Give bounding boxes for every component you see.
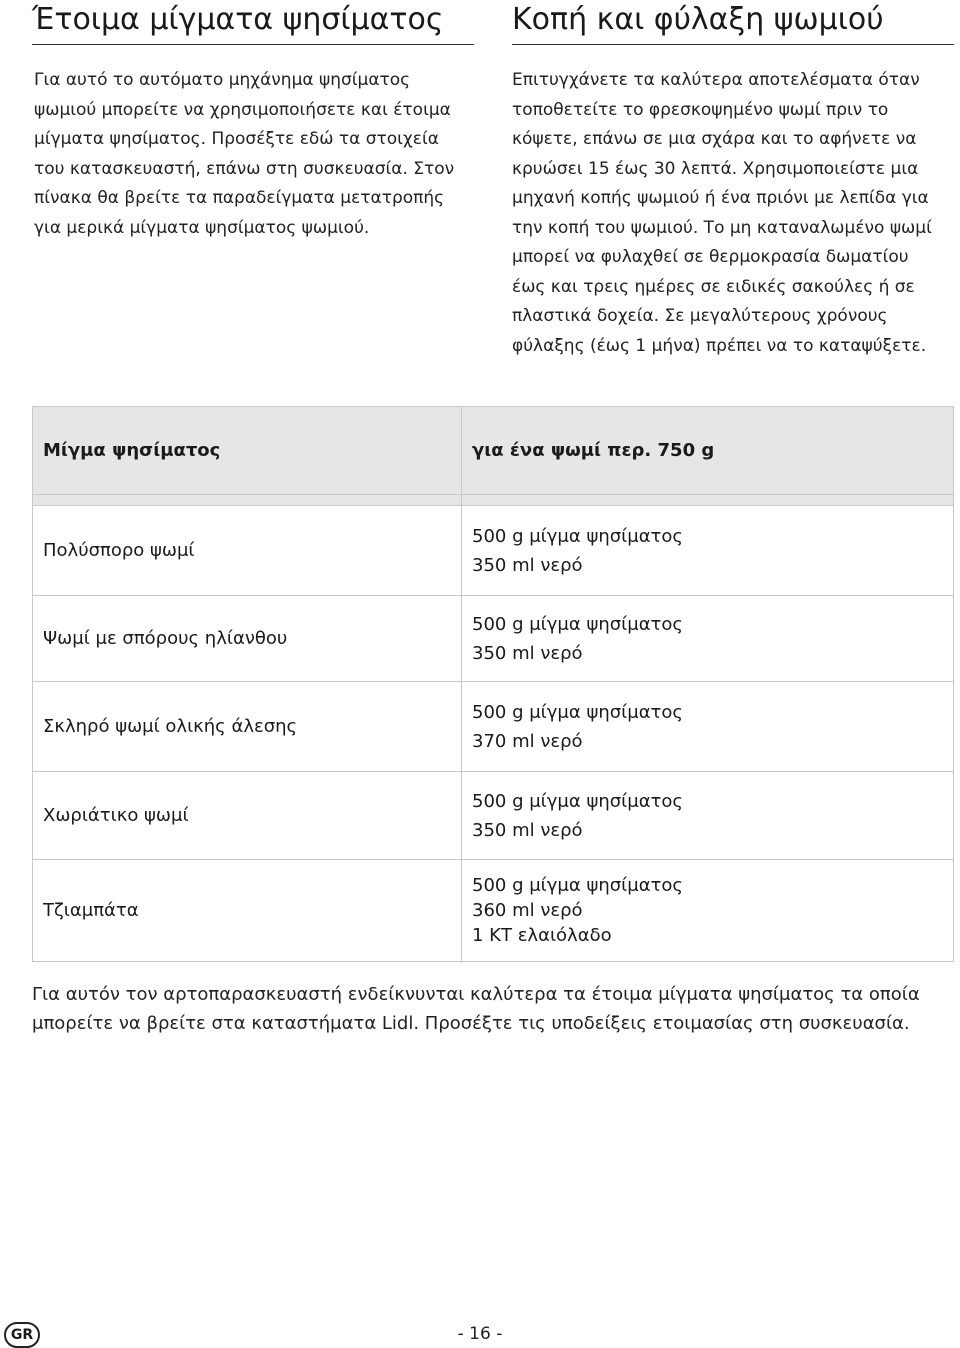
mix-amount <box>462 860 954 962</box>
table-header-row <box>33 407 954 495</box>
mix-amount <box>462 772 954 860</box>
table-row <box>33 860 954 962</box>
amount-line: 350 ml νερό <box>472 819 583 841</box>
left-section-text <box>34 66 474 243</box>
table-row <box>33 596 954 682</box>
table-row <box>33 682 954 772</box>
mix-name: Σκληρό ψωμί ολικής άλεσης <box>33 682 462 772</box>
amount-line: 350 ml νερό <box>472 554 583 576</box>
mix-name: Πολύσπορο ψωμί <box>33 506 462 596</box>
mix-amount <box>462 506 954 596</box>
mix-name: Χωριάτικο ψωμί <box>33 772 462 860</box>
right-paragraph: Επιτυγχάνετε τα καλύτερα αποτελέσματα όταν τοποθετείτε το φρεσκοψημένο ψωμί πριν το κόψετε, επάνω σε μια σχάρα και το αφήνετε να κρυώσει 15 έως 30 λεπτά. Χρησιμοποιείστε μια μηχανή κοπής ψωμιού ή ένα πριόνι με λεπίδα για την κοπή του ψωμιού. Το μη καταναλωμένο ψωμί μπορεί να φυλαχθεί σε θερμοκρασία δωματίου έως και τρεις ημέρες σε ειδικές σακούλες ή σε πλαστικά δοχεία. Σε μεγαλύτερους χρόνους φύλαξης (έως 1 μήνα) πρέπει να το καταψύξετε. <box>512 70 932 356</box>
mix-name: Ψωμί με σπόρους ηλίανθου <box>33 596 462 682</box>
amount-line: 500 g μίγμα ψησίματος <box>472 525 683 547</box>
table-row <box>33 772 954 860</box>
footer-note: Για αυτόν τον αρτοπαρασκευαστή ενδείκνυνται καλύτερα τα έτοιμα μίγματα ψησίματος τα οποία μπορείτε να βρείτε στα καταστήματα Lidl. Προσέξτε τις υποδείξεις ετοιμασίας στη συσκευασία. <box>32 984 920 1034</box>
amount-line: 1 ΚΤ ελαιόλαδο <box>472 925 612 946</box>
right-section-text <box>512 66 946 361</box>
mix-name: Τζιαμπάτα <box>33 860 462 962</box>
table-gap <box>33 495 954 506</box>
left-section-title: Έτοιμα μίγματα ψησίματος <box>32 0 474 45</box>
page-number: - 16 - <box>457 1324 503 1344</box>
mix-amount <box>462 596 954 682</box>
left-paragraph: Για αυτό το αυτόματο μηχάνημα ψησίματος ψωμιού μπορείτε να χρησιμοποιήσετε και έτοιμα μίγματα ψησίματος. Προσέξτε εδώ τα στοιχεία του κατασκευαστή, επάνω στη συσκευασία. Στον πίνακα θα βρείτε τα παραδείγματα μετατροπής για μερικά μίγματα ψησίματος ψωμιού. <box>34 70 455 238</box>
right-section-title: Κοπή και φύλαξη ψωμιού <box>512 0 954 45</box>
amount-line: 350 ml νερό <box>472 642 583 664</box>
amount-line: 360 ml νερό <box>472 900 583 921</box>
baking-mix-table <box>32 406 954 962</box>
amount-line: 500 g μίγμα ψησίματος <box>472 613 683 635</box>
amount-line: 500 g μίγμα ψησίματος <box>472 790 683 812</box>
table-row <box>33 506 954 596</box>
header-mix: Μίγμα ψησίματος <box>33 407 462 495</box>
country-badge: GR <box>4 1322 40 1348</box>
mix-amount <box>462 682 954 772</box>
amount-line: 500 g μίγμα ψησίματος <box>472 875 683 896</box>
header-amount: για ένα ψωμί περ. 750 g <box>462 407 954 495</box>
amount-line: 370 ml νερό <box>472 730 583 752</box>
amount-line: 500 g μίγμα ψησίματος <box>472 701 683 723</box>
